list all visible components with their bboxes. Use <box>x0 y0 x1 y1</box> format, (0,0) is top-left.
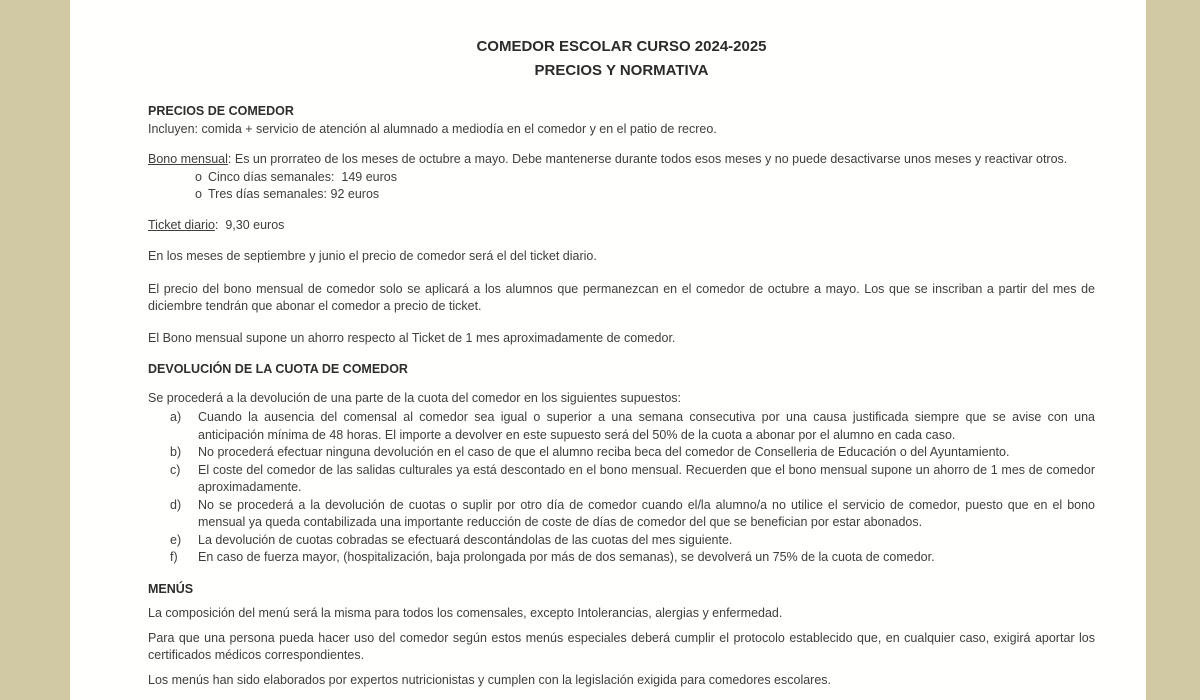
list-marker: d) <box>170 497 182 512</box>
title-line-1: COMEDOR ESCOLAR CURSO 2024-2025 <box>476 38 767 55</box>
list-item-text: Cuando la ausencia del comensal al comedor sea igual o superior a una semana consecutiva por una causa justificada siempre que se avise con una anticipación mínima de 48 horas. El importe a devolver en este supuesto será del 50% de la cuota a abonar por el alumno en cada caso. <box>198 410 1095 442</box>
bono-option-tres-dias <box>195 186 1095 204</box>
bono-mensual-paragraph <box>148 151 1095 169</box>
list-item-e <box>170 532 1095 550</box>
list-item-text: El coste del comedor de las salidas culturales ya está descontado en el bono mensual. Recuerden que el bono mensual supone un ahorro de 1 mes de comedor aproximadamente. <box>198 462 1095 494</box>
menus-paragraph-1: La composición del menú será la misma para todos los comensales, excepto Intolerancias, alergias y enfermedad. <box>148 606 783 620</box>
paragraph-septiembre-junio: En los meses de septiembre y junio el precio de comedor será el del ticket diario. <box>148 249 597 263</box>
bono-option-text: Tres días semanales: 92 euros <box>208 187 380 201</box>
list-item-text: En caso de fuerza mayor, (hospitalización, baja prolongada por más de dos semanas), se devolverá un 75% de la cuota de comedor. <box>198 550 935 564</box>
document-title <box>148 35 1095 83</box>
list-marker: a) <box>170 410 182 424</box>
list-marker: o <box>195 169 202 184</box>
menus-paragraph-3: Los menús han sido elaborados por expertos nutricionistas y cumplen con la legislación exigida para comedores escolares. <box>148 672 832 687</box>
bono-option-cinco-dias <box>195 169 1095 187</box>
paragraph-precio-bono: El precio del bono mensual de comedor solo se aplicará a los alumnos que permanezcan en el comedor de octubre a mayo. Los que se inscriban a partir del mes de diciembre tendrán que abonar el comedor a precio de ticket. <box>148 281 1095 313</box>
precios-intro: Incluyen: comida + servicio de atención al alumnado a mediodía en el comedor y en el patio de recreo. <box>148 121 717 136</box>
title-line-2: PRECIOS Y NORMATIVA <box>534 62 709 79</box>
ticket-diario-label: Ticket diario <box>148 217 215 232</box>
bono-mensual-label: Bono mensual <box>148 152 228 166</box>
list-item-text: No se procederá a la devolución de cuotas o suplir por otro día de comedor cuando el/la alumno/a no utilice el servicio de comedor, puesto que en el bono mensual ya queda contabilizada una importante reducción de coste de días de comedor del que se benefician por estar abonados. <box>198 497 1095 529</box>
section-heading-precios: PRECIOS DE COMEDOR <box>148 104 294 118</box>
document-page <box>70 0 1146 700</box>
list-item-text: No procederá efectuar ninguna devolución en el caso de que el alumno reciba beca del comedor de Conselleria de Educación o del Ayuntamiento. <box>198 445 1010 459</box>
section-heading-devolucion: DEVOLUCIÓN DE LA CUOTA DE COMEDOR <box>148 362 408 376</box>
list-item-d <box>170 497 1095 532</box>
bono-option-text: Cinco días semanales: 149 euros <box>208 169 397 184</box>
document-content <box>70 0 1146 689</box>
devolucion-intro: Se procederá a la devolución de una parte de la cuota del comedor en los siguientes supuestos: <box>148 390 681 405</box>
ticket-diario-text: : 9,30 euros <box>214 217 285 232</box>
list-marker: o <box>195 187 202 201</box>
list-item-b <box>170 444 1095 462</box>
paragraph-ahorro: El Bono mensual supone un ahorro respecto al Ticket de 1 mes aproximadamente de comedor. <box>148 330 676 345</box>
list-marker: c) <box>170 462 181 477</box>
list-item-f <box>170 549 1095 567</box>
list-marker: e) <box>170 532 182 547</box>
ticket-diario-paragraph <box>148 217 1095 235</box>
section-heading-menus: MENÚS <box>148 581 194 596</box>
list-item-a <box>170 409 1095 444</box>
list-marker: b) <box>170 445 182 459</box>
list-item-text: La devolución de cuotas cobradas se efectuará descontándolas de las cuotas del mes siguiente. <box>198 532 733 547</box>
devolucion-list <box>148 409 1095 567</box>
menus-paragraph-2: Para que una persona pueda hacer uso del comedor según estos menús especiales deberá cumplir el protocolo establecido que, en cualquier caso, exigirá aportar los certificados médicos correspondientes. <box>148 630 1095 662</box>
bono-mensual-text: : Es un prorrateo de los meses de octubre a mayo. Debe mantenerse durante todos esos meses y no puede desactivarse unos meses y reactivar otros. <box>227 152 1068 166</box>
list-marker: f) <box>170 550 178 564</box>
list-item-c <box>170 462 1095 497</box>
